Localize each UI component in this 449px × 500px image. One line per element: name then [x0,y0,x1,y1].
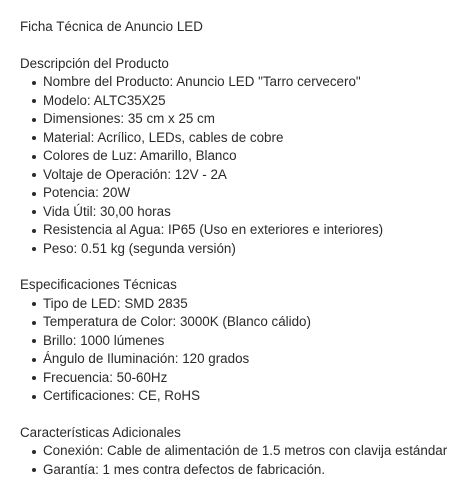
list-item: Temperatura de Color: 3000K (Blanco cálido) [30,313,449,332]
section-product-description [20,55,449,259]
list-item: Resistencia al Agua: IP65 (Uso en exteriores e interiores) [30,221,449,240]
list-item: Nombre del Producto: Anuncio LED "Tarro cervecero" [30,73,449,92]
list-item: Certificaciones: CE, RoHS [30,387,449,406]
list-item: Dimensiones: 35 cm x 25 cm [30,110,449,129]
list-item: Potencia: 20W [30,184,449,203]
list-item: Modelo: ALTC35X25 [30,92,449,111]
bullet-list [20,73,449,258]
bullet-list [20,442,449,479]
list-item: Frecuencia: 50-60Hz [30,369,449,388]
section-technical-specs [20,276,449,406]
bullet-list [20,295,449,406]
list-item: Material: Acrílico, LEDs, cables de cobre [30,129,449,148]
section-additional-features [20,424,449,480]
list-item: Colores de Luz: Amarillo, Blanco [30,147,449,166]
list-item: Garantía: 1 mes contra defectos de fabricación. [30,461,449,480]
section-heading: Especificaciones Técnicas [20,277,177,292]
list-item: Peso: 0.51 kg (segunda versión) [30,240,449,259]
list-item: Voltaje de Operación: 12V - 2A [30,166,449,185]
document-title: Ficha Técnica de Anuncio LED [20,19,203,34]
list-item: Vida Útil: 30,00 horas [30,203,449,222]
list-item: Tipo de LED: SMD 2835 [30,295,449,314]
list-item: Brillo: 1000 lúmenes [30,332,449,351]
section-heading: Descripción del Producto [20,55,169,71]
section-heading: Características Adicionales [20,424,181,440]
list-item: Conexión: Cable de alimentación de 1.5 metros con clavija estándar [30,442,449,461]
list-item: Ángulo de Iluminación: 120 grados [30,350,449,369]
